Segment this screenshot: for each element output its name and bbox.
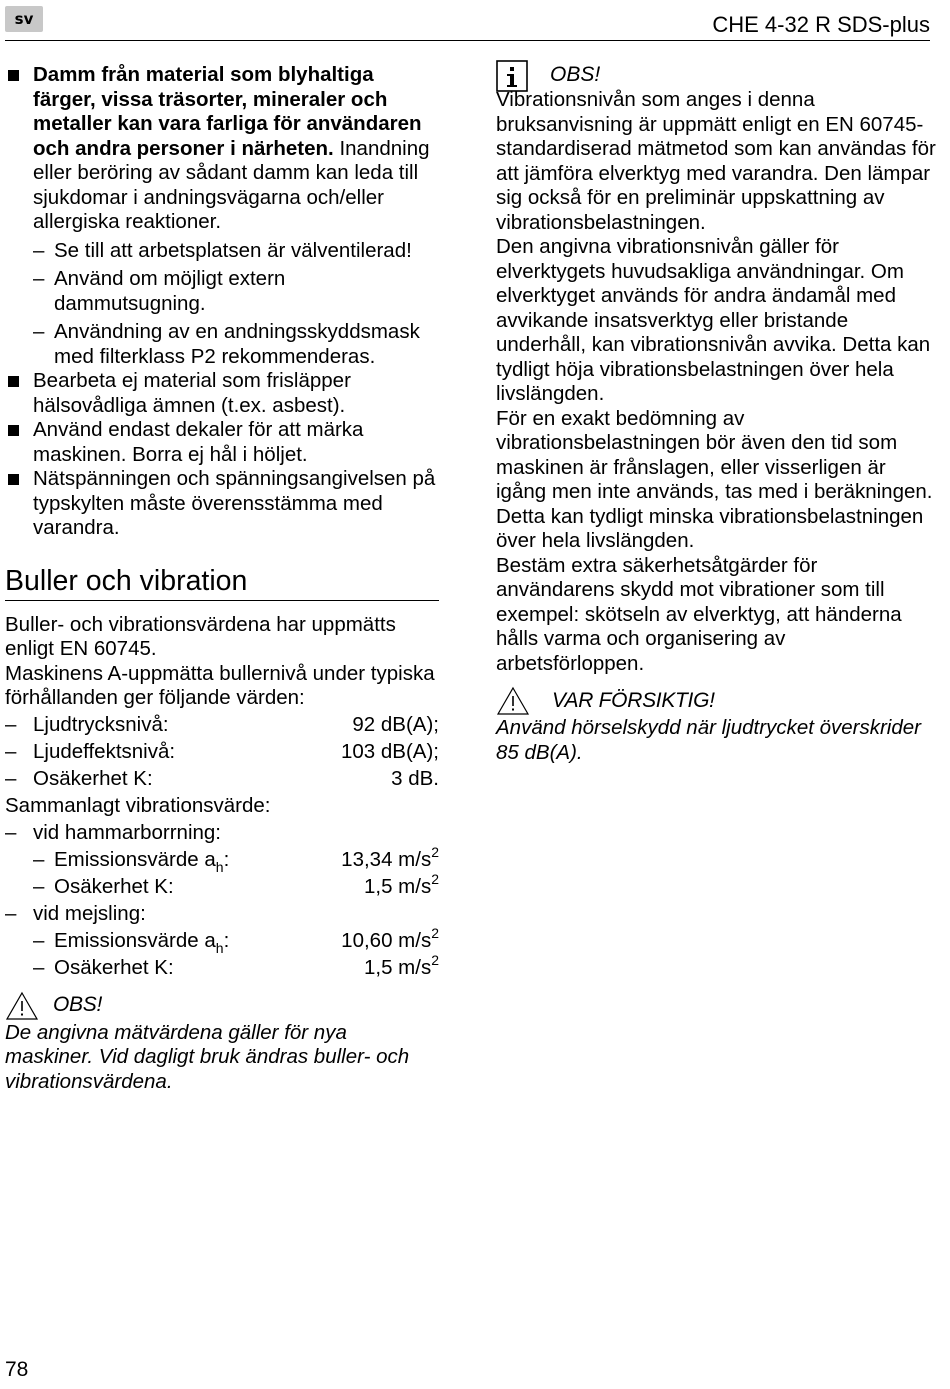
noise-value: 103 dB(A); <box>341 739 439 763</box>
bullet-square-icon <box>8 70 19 81</box>
dash-icon: – <box>33 874 45 898</box>
noise-row <box>5 765 439 792</box>
caution-label: VAR FÖRSIKTIG! <box>552 688 715 712</box>
dash-icon: – <box>33 928 45 952</box>
page-number: 78 <box>5 1358 29 1381</box>
sub-list-item <box>5 320 439 369</box>
emission-label: Emissionsvärde $a_h$: <box>54 928 230 956</box>
model-name: CHE 4-32 R SDS-plus <box>712 12 930 37</box>
paragraph: Vibrationsnivån som anges i denna bruksanvisning är uppmätt enligt en EN 60745-standardiserad mätmetod som kan användas för att jämföra elverktyg med varandra. Den lämpar sig också för en preliminär uppskattning av vibrationsbelastningen. <box>496 88 936 234</box>
bullet-square-icon <box>8 474 19 485</box>
note-label: OBS! <box>53 993 102 1017</box>
paragraph: Bestäm extra säkerhetsåtgärder för användarens skydd mot vibrationer som till exempel: skötseln av elverktyg, att händerna hålls varma och organisering av arbetsförloppen. <box>496 553 902 675</box>
sub-item-text: Se till att arbetsplatsen är välventilerad! <box>54 238 412 262</box>
uncertainty-value: 1,5 $m/s^2$ <box>363 870 439 898</box>
note-header <box>5 991 439 1021</box>
info-label: OBS! <box>550 63 601 86</box>
dash-icon: – <box>33 955 45 979</box>
sub-list-item <box>5 267 439 316</box>
right-column <box>496 63 936 765</box>
noise-label: Ljudtrycksnivå: <box>33 712 169 736</box>
intro-text: Buller- och vibrationsvärdena har uppmätts enligt EN 60745. <box>5 612 396 660</box>
dash-icon: – <box>33 238 45 262</box>
note-text: De angivna mätvärdena gäller för nya maskiner. Vid dagligt bruk ändras buller- och vibrationsvärdena. <box>5 1020 410 1093</box>
left-column <box>5 63 439 1094</box>
noise-label: Osäkerhet K: <box>33 766 153 790</box>
uncertainty-label: Osäkerhet K: <box>54 955 174 979</box>
dash-icon: – <box>33 320 45 343</box>
uncertainty-value: 1,5 $m/s^2$ <box>363 951 439 979</box>
dash-icon: – <box>33 847 45 871</box>
sub-list-item <box>5 239 439 264</box>
dash-icon: – <box>33 267 45 290</box>
dash-icon: – <box>5 712 17 736</box>
noise-row <box>5 738 439 765</box>
bullet-text: Nätspänningen och spänningsangivelsen på typskylten måste överensstämma med varandra. <box>33 467 436 539</box>
list-item <box>5 63 439 235</box>
list-item <box>5 418 439 467</box>
dash-icon: – <box>5 739 17 763</box>
emission-value: 13,34 $m/s^2$ <box>341 843 439 871</box>
noise-value: 3 dB. <box>391 766 439 790</box>
vibration-row <box>5 924 439 956</box>
section-heading: Buller och vibration <box>5 564 439 601</box>
sub-item-text: Använd om möjligt extern dammutsugning. <box>54 267 286 315</box>
noise-value: 92 dB(A); <box>352 712 439 736</box>
intro-text: Maskinens A-uppmätta bullernivå under typiska förhållanden ger följande värden: <box>5 661 435 709</box>
paragraph: Den angivna vibrationsnivån gäller för elverktygets huvudsakliga användningar. Om elverktyget används för andra ändamål med avvikande insatsverktyg eller bristande underhåll, kan vibrationsnivån avvika. Detta kan tydligt höja vibrationsbelastningen över hela livslängden. <box>496 235 931 405</box>
uncertainty-label: Osäkerhet K: <box>54 874 174 898</box>
warning-triangle-icon <box>5 991 39 1021</box>
header-rule <box>5 40 930 41</box>
vibration-title: Sammanlagt vibrationsvärde: <box>5 793 271 817</box>
info-header <box>496 60 936 88</box>
emission-value: 10,60 $m/s^2$ <box>341 924 439 952</box>
sub-item-text: Användning av en andningsskyddsmask med filterklass P2 rekommenderas. <box>54 320 420 368</box>
caution-header <box>496 686 936 716</box>
emission-label: Emissionsvärde $a_h$: <box>54 847 230 875</box>
dash-icon: – <box>5 901 17 925</box>
vibration-mode: vid mejsling: <box>33 901 146 925</box>
caution-text: Använd hörselskydd när ljudtrycket överskrider 85 dB(A). <box>496 716 921 764</box>
bullet-bold-text: Damm från material som blyhaltiga färger, vissa träsorter, mineraler och metaller kan vara farliga för användaren och andra personer i närheten. <box>33 63 422 160</box>
vibration-row <box>5 843 439 875</box>
list-item <box>5 369 439 418</box>
list-item <box>5 467 439 541</box>
vibration-group-label <box>5 819 439 846</box>
vibration-mode: vid hammarborrning: <box>33 820 221 844</box>
bullet-text: Använd endast dekaler för att märka maskinen. Borra ej hål i höljet. <box>33 418 364 466</box>
vibration-group-label <box>5 900 439 927</box>
language-tag: sv <box>5 6 43 32</box>
dash-icon: – <box>5 820 17 844</box>
vibration-row <box>5 951 439 981</box>
bullet-text: Bearbeta ej material som frisläpper hälsovådliga ämnen (t.ex. asbest). <box>33 369 351 417</box>
bullet-square-icon <box>8 425 19 436</box>
noise-label: Ljudeffektsnivå: <box>33 739 176 763</box>
bullet-text: Inandning eller beröring av sådant damm kan leda till sjukdomar i andningsvägarna och/eller allergiska reaktioner. <box>33 136 430 233</box>
bullet-square-icon <box>8 376 19 387</box>
paragraph: För en exakt bedömning av vibrationsbelastningen bör även den tid som maskinen är frånslagen, eller visserligen är igång men inte används, tas med i beräkningen. Detta kan tydligt minska vibrationsbelastningen över hela livslängden. <box>496 406 933 552</box>
dash-icon: – <box>5 766 17 790</box>
noise-row <box>5 711 439 738</box>
warning-triangle-icon <box>496 686 530 716</box>
vibration-row <box>5 870 439 900</box>
